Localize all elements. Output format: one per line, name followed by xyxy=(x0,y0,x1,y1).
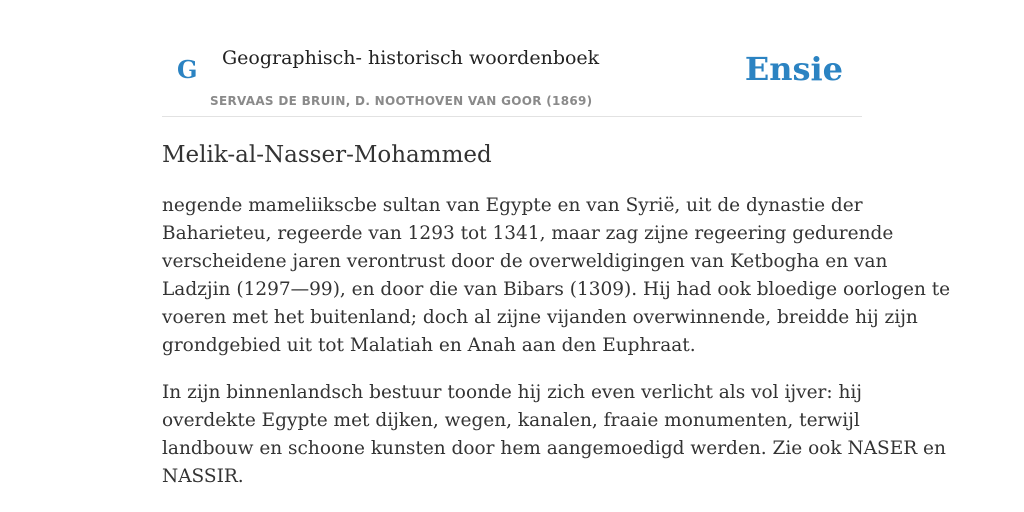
text-line: voeren met het buitenland; doch al zijne vijanden overwinnende, breidde hij zijn xyxy=(162,307,918,328)
entry-paragraph xyxy=(162,192,951,360)
text-line: overdekte Egypte met dijken, wegen, kanalen, fraaie monumenten, terwijl xyxy=(162,410,860,431)
text-line: verscheidene jaren verontrust door de overweldigingen van Ketbogha en van xyxy=(162,251,888,272)
text-line: NASSIR. xyxy=(162,466,244,487)
text-line: grondgebied uit tot Malatiah en Anah aan den Euphraat. xyxy=(162,335,696,356)
entry-title: Melik-al-Nasser-Mohammed xyxy=(162,142,492,168)
brand-logo[interactable]: Ensie xyxy=(744,50,843,88)
book-letter-icon[interactable]: G xyxy=(177,55,198,84)
text-line: In zijn binnenlandsch bestuur toonde hij zich even verlicht als vol ijver: hij xyxy=(162,382,863,403)
text-line: Ladzjin (1297—99), en door die van Bibars (1309). Hij had ook bloedige oorlogen te xyxy=(162,279,951,300)
book-header xyxy=(162,0,862,117)
entry-content xyxy=(162,192,951,510)
book-title-link[interactable]: Geographisch- historisch woordenboek xyxy=(222,47,600,69)
entry-paragraph xyxy=(162,379,946,491)
text-line: landbouw en schoone kunsten door hem aangemoedigd werden. Zie ook NASER en xyxy=(162,438,946,459)
text-line: negende mameliikscbe sultan van Egypte en van Syrië, uit de dynastie der xyxy=(162,195,863,216)
book-author: SERVAAS DE BRUIN, D. NOOTHOVEN VAN GOOR (1869) xyxy=(210,94,593,108)
text-line: Baharieteu, regeerde van 1293 tot 1341, maar zag zijne regeering gedurende xyxy=(162,223,894,244)
